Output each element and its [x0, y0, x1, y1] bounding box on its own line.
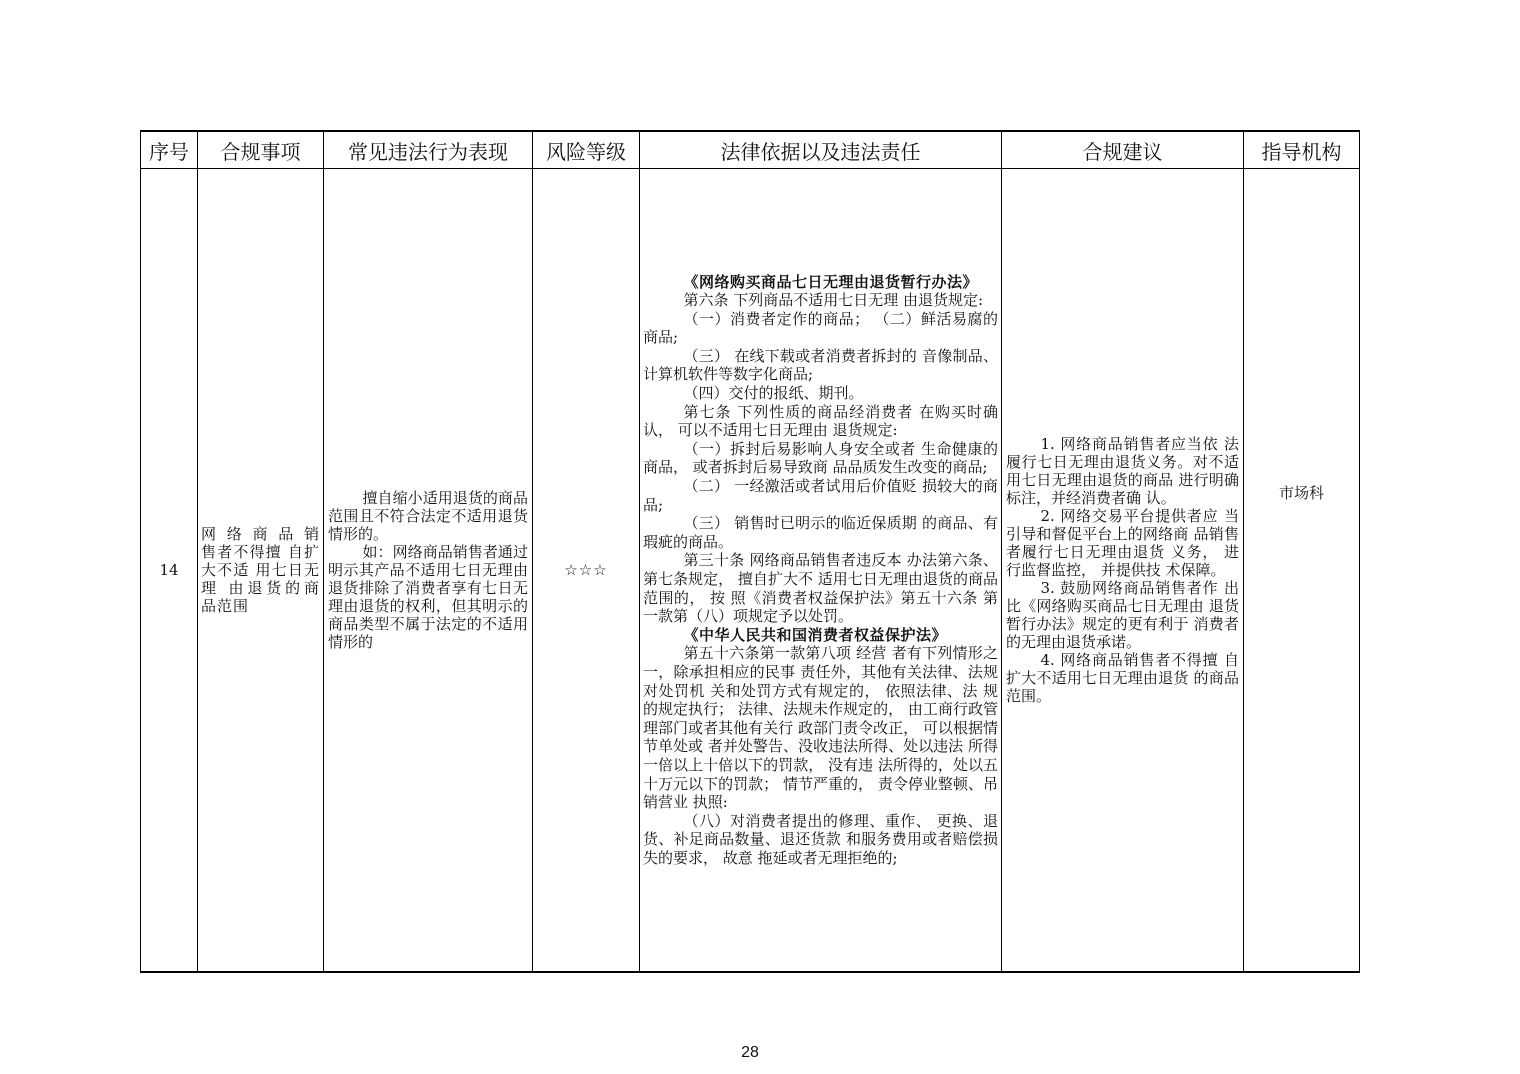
behavior-text: 擅自缩小适用退货的商品 范围且不符合法定不适用退货 情形的。 [328, 489, 528, 543]
law-paragraph: （三） 在线下载或者消费者拆封的 音像制品、计算机软件等数字化商品; [643, 346, 998, 384]
law-paragraph: 第七条 下列性质的商品经消费者 在购买时确认， 可以不适用七日无理由 退货规定: [643, 402, 998, 440]
header-compliance-advice: 合规建议 [1002, 131, 1244, 169]
law-title: 《网络购买商品七日无理由退货暂行办法》 [683, 272, 979, 291]
law-paragraph: （一）拆封后易影响人身安全或者 生命健康的商品， 或者拆封后易导致商 品品质发生改变的商品; [643, 439, 998, 477]
law-paragraph: （三） 销售时已明示的临近保质期 的商品、有瑕疵的商品。 [643, 514, 998, 551]
legal-basis [640, 169, 1002, 973]
compliance-advice [1002, 169, 1244, 973]
advice-item-3: 3. 鼓励网络商品销售者作 出比《网络购买商品七日无理由 退货暂行办法》规定的更有利于 消费者的无理由退货承诺。 [1006, 579, 1239, 651]
header-common-violations: 常见违法行为表现 [324, 131, 533, 169]
header-guiding-agency: 指导机构 [1244, 131, 1360, 169]
header-number: 序号 [141, 131, 198, 169]
risk-level-stars: ☆☆☆ [533, 169, 640, 973]
law-paragraph: 第六条 下列商品不适用七日无理 由退货规定: [683, 291, 984, 310]
violation-behaviors [324, 169, 533, 973]
guiding-agency: 市场科 [1244, 169, 1360, 973]
law-paragraph: 第三十条 网络商品销售者违反本 办法第六条、第七条规定， 擅自扩大不 适用七日无理由退货的商品范围的， 按 照《消费者权益保护法》第五十六条 第 一款第（八）项规定予以处罚。 [643, 551, 998, 626]
compliance-item: 网 络 商 品 销售者不得擅 自扩大不适 用七日无理 由退货的商 品范围 [198, 169, 324, 973]
advice-item-4: 4. 网络商品销售者不得擅 自扩大不适用七日无理由退货 的商品范围。 [1006, 651, 1239, 705]
header-compliance-item: 合规事项 [198, 131, 324, 169]
advice-item-2: 2. 网络交易平台提供者应 当引导和督促平台上的网络商 品销售者履行七日无理由退货 义务， 进行监督监控， 并提供技 术保障。 [1006, 507, 1239, 579]
law-paragraph: （八）对消费者提出的修理、重作、 更换、退货、补足商品数量、退还货款 和服务费用或者赔偿损失的要求， 故意 拖延或者无理拒绝的; [643, 811, 998, 867]
header-row [141, 131, 1360, 169]
header-risk-level: 风险等级 [533, 131, 640, 169]
legal-basis-text [643, 273, 998, 868]
row-number: 14 [141, 169, 198, 973]
law-paragraph: （一）消费者定作的商品； （二）鲜活易腐的商品; [643, 309, 998, 347]
law-paragraph: 第五十六条第一款第八项 经营 者有下列情形之一，除承担相应的民事 责任外，其他有关法律、法规对处罚机 关和处罚方式有规定的， 依照法律、法 规的规定执行； 法律、法规未作规定的， 由工商行政管理部门或者其他有关行 政部门责令改正， 可以根据情节单处或 者并处警告、没收违法所得、处以违法 所得一倍以上十倍以下的罚款， 没有违 法所得的，处以五十万元以下的罚款； 情节严重的， 责令停业整顿、吊销营业 执照: [643, 644, 998, 812]
header-legal-basis: 法律依据以及违法责任 [640, 131, 1002, 169]
law-paragraph: （四）交付的报纸、期刊。 [683, 384, 864, 403]
law-paragraph: （二） 一经激活或者试用后价值贬 损较大的商品; [643, 477, 998, 514]
compliance-table [140, 130, 1360, 973]
table-row [141, 169, 1360, 973]
page-number: 28 [741, 1044, 759, 1061]
behavior-example: 如：网络商品销售者通过 明示其产品不适用七日无理由 退货排除了消费者享有七日无 理由退货的权利，但其明示的 商品类型不属于法定的不适用 情形的 [328, 543, 528, 651]
advice-item-1: 1. 网络商品销售者应当依 法履行七日无理由退货义务。对不适用七日无理由退货的商品 进行明确标注，并经消费者确 认。 [1006, 435, 1239, 507]
law-title: 《中华人民共和国消费者权益保护法》 [683, 625, 948, 644]
